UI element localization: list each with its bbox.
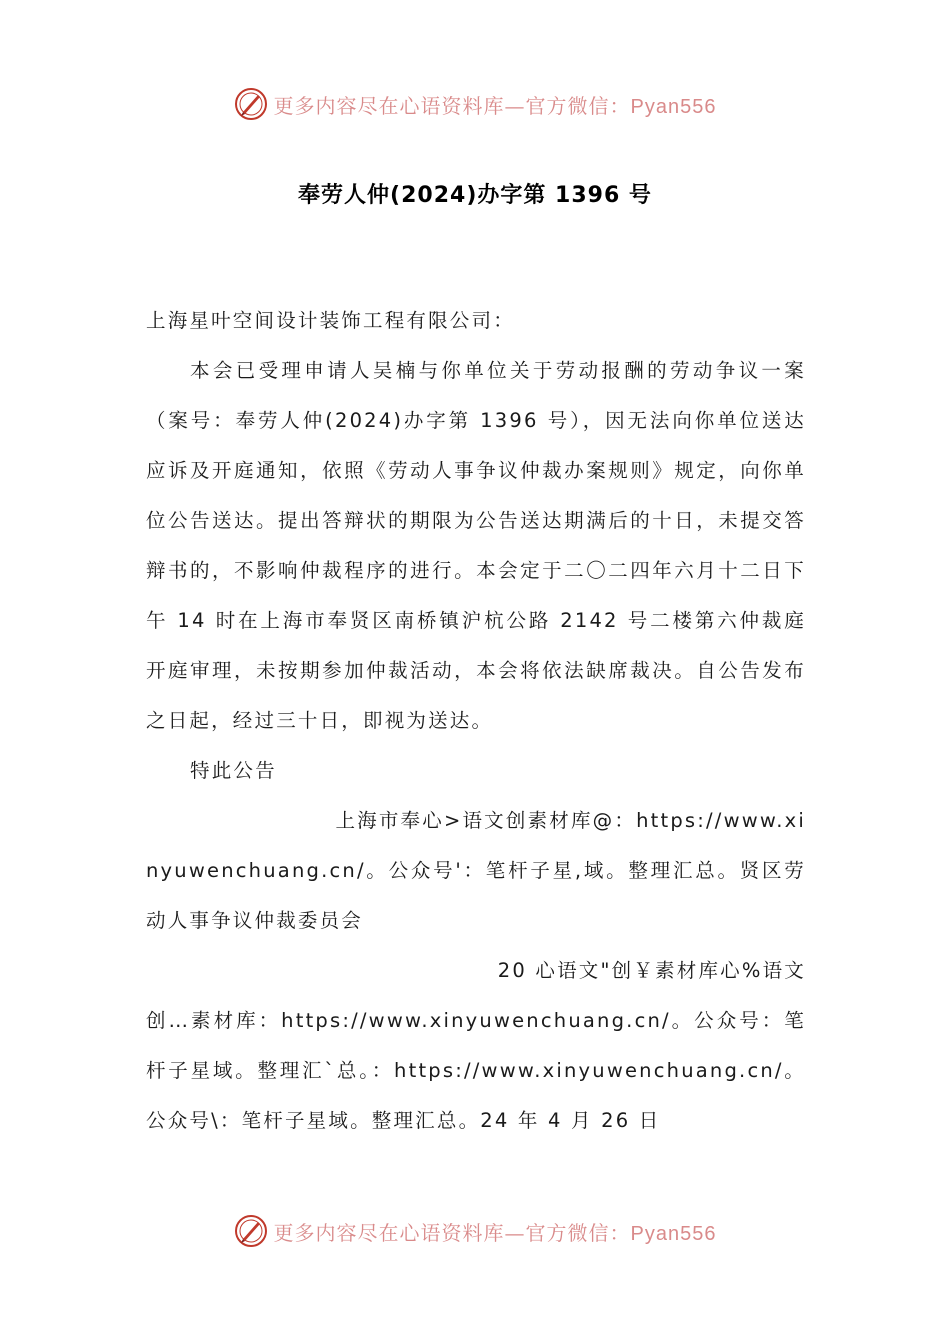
watermark-header — [0, 84, 950, 124]
watermark-text: 更多内容尽在心语资料库—官方微信：Pyan556 — [273, 93, 717, 118]
watermark-footer — [0, 1211, 950, 1251]
addressee: 上海星叶空间设计装饰工程有限公司： — [146, 309, 515, 332]
date-continued: 创…素材库：https://www.xinyuwenchuang.cn/。公众号：笔杆子星域。整理汇`总。：https://www.xinyuwenchuang.cn/。公众号\：笔杆子星域。整理汇总。24 年 4 月 26 日 — [146, 1009, 806, 1132]
closing-line: 特此公告 — [190, 759, 277, 782]
document-title: 奉劳人仲(2024)办字第 1396 号 — [298, 183, 652, 208]
document-body — [146, 296, 806, 1146]
quill-seal-icon — [234, 1214, 268, 1248]
date-line: 20 心语文"创￥素材库心%语文 — [497, 959, 806, 982]
quill-seal-icon — [234, 87, 268, 121]
signature-continued: nyuwenchuang.cn/。公众号'：笔杆子星,域。整理汇总。贤区劳动人事争议仲裁委员会 — [146, 859, 806, 932]
notice-paragraph: 本会已受理申请人吴楠与你单位关于劳动报酬的劳动争议一案（案号：奉劳人仲(2024)办字第 1396 号），因无法向你单位送达应诉及开庭通知，依照《劳动人事争议仲裁办案规则》规定，向你单位公告送达。提出答辩状的期限为公告送达期满后的十日，未提交答辩书的，不影响仲裁程序的进行。本会定于二〇二四年六月十二日下午 14 时在上海市奉贤区南桥镇沪杭公路 2142 号二楼第六仲裁庭开庭审理，未按期参加仲裁活动，本会将依法缺席裁决。自公告发布之日起，经过三十日，即视为送达。 — [146, 359, 806, 732]
watermark-text: 更多内容尽在心语资料库—官方微信：Pyan556 — [273, 1220, 717, 1245]
signature-line: 上海市奉心>语文创素材库@：https://www.xi — [335, 809, 806, 832]
